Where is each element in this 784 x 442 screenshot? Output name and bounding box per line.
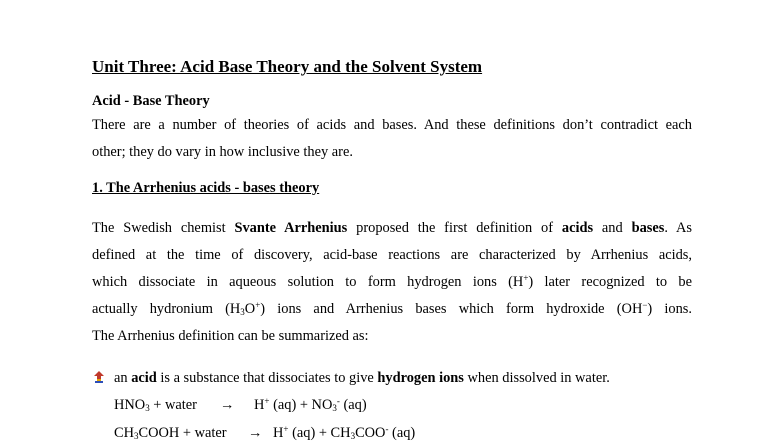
equation-2-rhs: H+ $(aq) + CH_3COO^-$ (aq) xyxy=(273,424,416,441)
equation-1-rhs: H+ $(aq) + NO_3^-$ (aq) xyxy=(254,396,367,413)
page-title: Unit Three: Acid Base Theory and the Solvent System xyxy=(92,57,483,76)
para-line-4: actually hydronium $(H_3O^+)$ ions and Arrhenius bases which form hydroxide (OH−) ions. xyxy=(92,300,692,317)
acid-base-theory-heading: Acid - Base Theory xyxy=(92,93,210,109)
intro-line-2: other; they do vary in how inclusive they are. xyxy=(92,144,353,160)
para-line-2: defined at the time of discovery, acid-base reactions are characterized by Arrhenius acids, xyxy=(92,247,692,263)
equation-2-arrow: → xyxy=(248,425,263,441)
para-line-3: which dissociate in aqueous solution to form hydrogen ions (H+) later recognized to be xyxy=(92,273,692,290)
arrhenius-name: Svante Arrhenius xyxy=(234,220,348,236)
bullet-text: an acid is a substance that dissociates to give hydrogen ions when dissolved in water. xyxy=(114,370,610,386)
arrhenius-section-heading: 1. The Arrhenius acids - bases theory xyxy=(92,180,320,196)
intro-line-1: There are a number of theories of acids and bases. And these definitions don’t contradict each xyxy=(92,117,692,133)
bullet-arrow-icon xyxy=(92,370,106,384)
equation-1-lhs: $HNO_3$ + water xyxy=(114,397,197,413)
para-line-1: The Swedish chemist Svante Arrhenius proposed the first definition of acids and bases. As xyxy=(92,220,693,236)
equation-1-arrow: → xyxy=(220,397,235,413)
para-line-5: The Arrhenius definition can be summarized as: xyxy=(92,328,369,344)
equation-2-lhs: $CH_3COOH$ + water xyxy=(114,425,227,441)
